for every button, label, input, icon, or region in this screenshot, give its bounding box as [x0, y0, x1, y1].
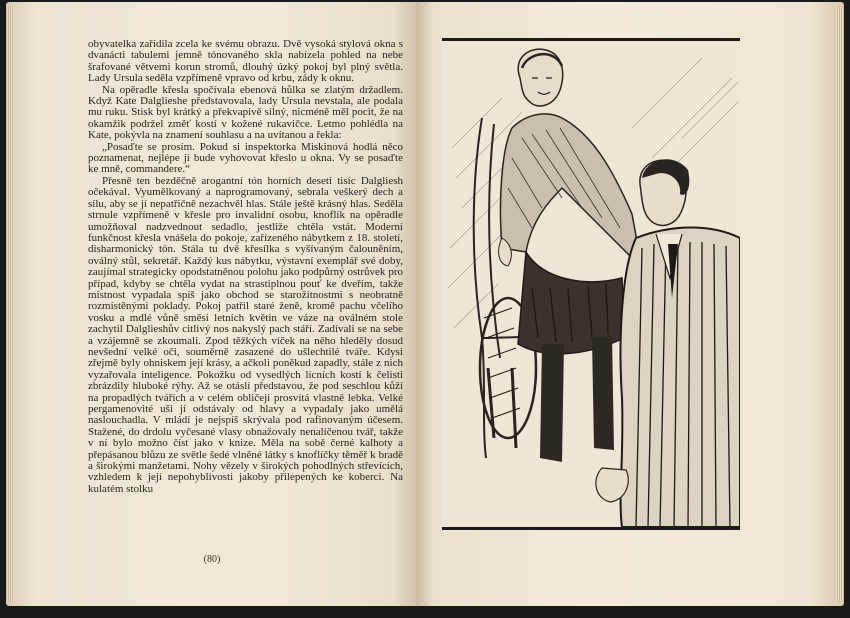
paragraph: „Posaďte se prosím. Pokud si inspektorka Miskinová hodlá něco poznamenat, nejlépe jí bude vyhovovat křeslo u okna. Vy se posaďte ke mně, commandere.“	[88, 140, 403, 176]
paragraph: Na opěradle křesla spočívala ebenová hůlka se zlatým držadlem. Když Kate Dalglieshe představovala, lady Ursula nevstala, ale podala mu ruku. Stisk byl krátký a překvapivě silný, nicméně měl pocit, že na okamžik podržel změť kostí v kožené rukavičce. Letmo pohlédla na Kate, pokývla na znamení souhlasu a na uvítanou a řekla:	[88, 83, 403, 142]
page-number: (80)	[203, 554, 221, 565]
body-text	[88, 39, 403, 495]
left-page	[6, 2, 418, 606]
paragraph: Přesně ten bezděčně arogantní tón horních deseti tisíc Dalgliesh očekával. Vyumělkovaný a naprogramovaný, sebrala veškerý dech a sílu, aby se jí nepatřičně nezachvěl hlas. Stále ještě krásný hlas. Seděla strnule vzpřímeně v křesle pro invalidní osobu, knoflík na opěradle umožňoval nadzvednout sedadlo, jestliže chtěla vstát. Moderní funkčnost křesla vnášela do pokoje, zařízeného nábytkem z 18. století, disharmonický tón. Stála tu dvě křesílka s vyšívaným čalouněním, oválný stůl, sekretář. Každý kus nábytku, výstavní exemplář své doby, zaujímal strategicky opodstatněnou polohu jako podpůrný ostrůvek pro případ, kdyby se chtěla vydat na strastiplnou pouť ke dveřím, takže místnost vypadala spíš jako obchod se starožitnostmi s neobratně rozmístěnými poklady. Pokoj patřil staré ženě, kromě pachu včelího vosku a mdlé vůně směsi letních květin ve váze na oválném stole zachytil Dalglieshův citlivý nos nakyslý pach stáří. Zadívali se na sebe a vzájemně se zkoumali. Zpod těžkých víček na něho hleděly dosud nevšední velké oči, souměrně zasazené do ušlechtilé tváře. Kdysi zřejmě byly ohniskem její krásy, a ačkoli poněkud zapadly, stále z nich vyzařovala inteligence. Pokožku od vysedlých lícních kostí k čelisti zbrázdily hluboké rýhy. Až se otáslí představou, že pod seschlou kůží na propadlých tvářích a v celém obličeji prosvítá vlastně lebka. Velké pergamenovité uši jí odstávaly od hlavy a vypadaly jako umělá naslouchadla. V mládí je nejspíš skrývala pod rafinovaným účesem. Stažené, do drdolu vyčesané vlasy obnažovaly nenalíčenou tvář, takže v ní bylo možno číst jako v knize. Měla na sobě černé kalhoty a přepásanou blůzu ze světle šedé vlněné látky s knoflíčky těměř k bradě a širokými manžetami. Nohy vězely v širokých pohodlných střevících, vzhledem k její nepohyblivosti jakoby přilepených ke koberci. Na kulatém stolku	[88, 174, 403, 495]
top-rule	[442, 38, 740, 41]
ink-illustration	[442, 38, 740, 532]
page-edge	[836, 6, 844, 602]
page-edge	[6, 6, 14, 602]
paragraph: obyvatelka zařídila zcela ke svému obrazu. Dvě vysoká stylová okna s dvanácti tabulemi jemně tónovaného skla nabízela pohled na nebe šrafované větvemi korun stromů, dlouhý úzký pokoj byl plný světla. Lady Ursula seděla vzpřímeně vpravo od krbu, zády k oknu.	[88, 38, 403, 85]
